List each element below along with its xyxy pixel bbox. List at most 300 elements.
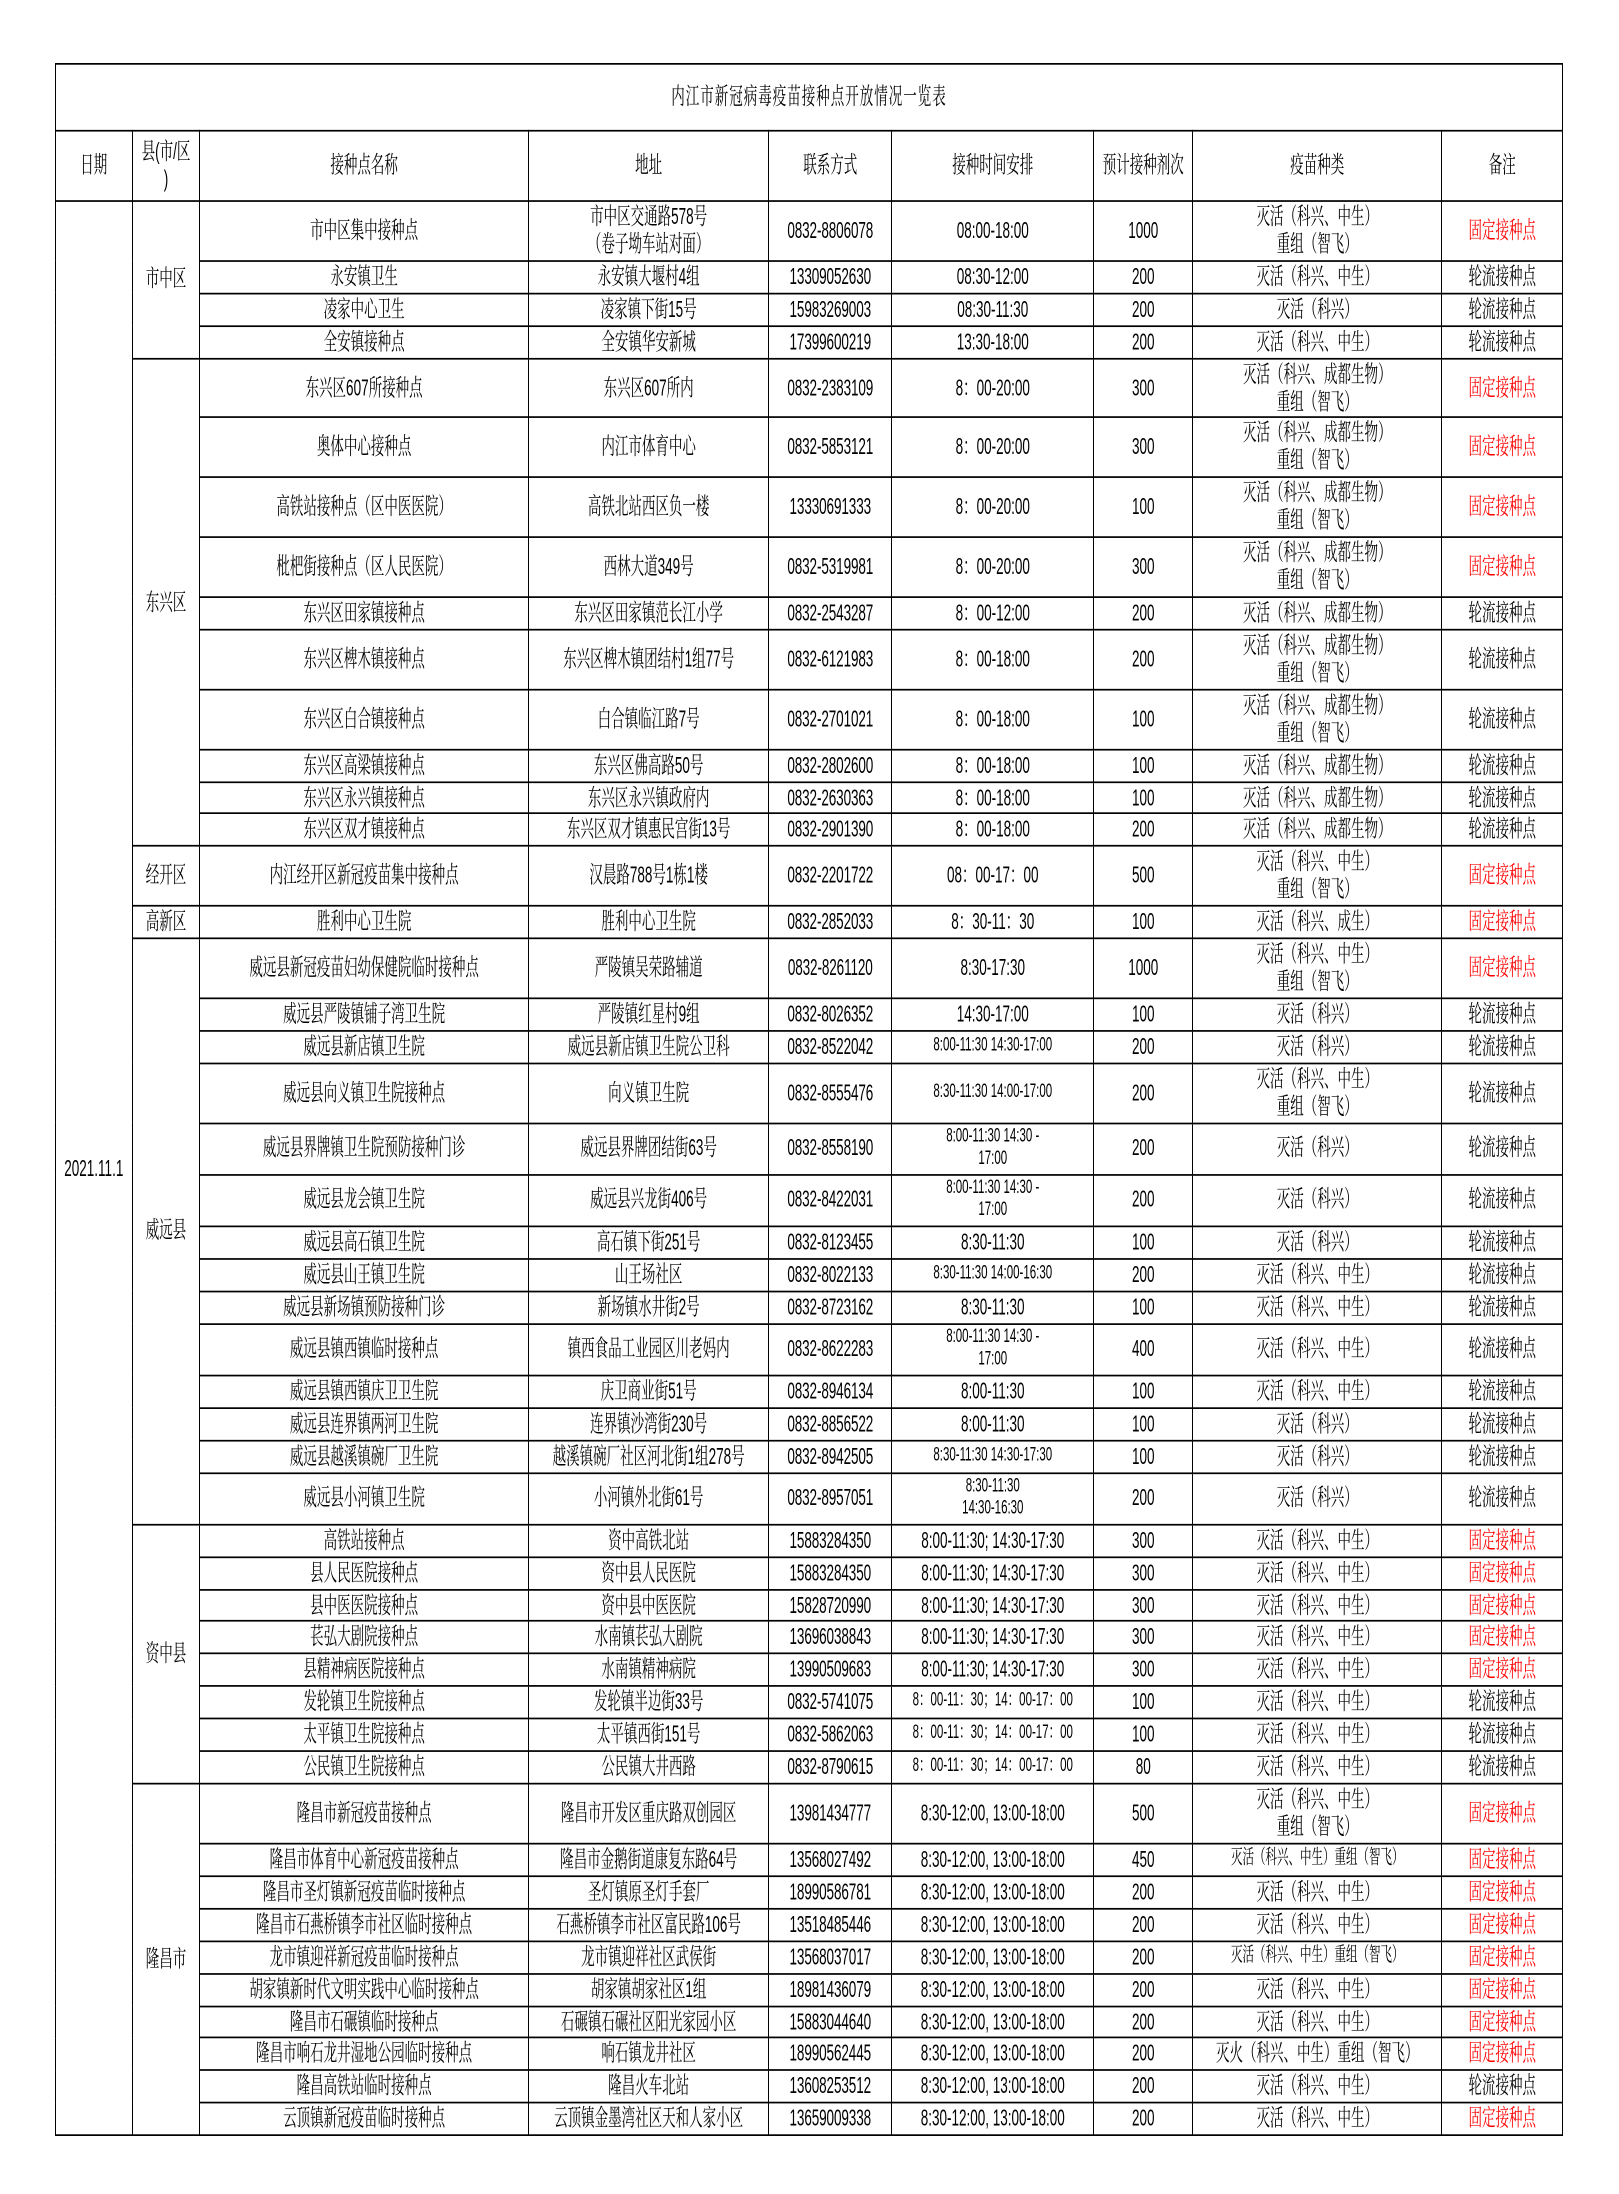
table-row <box>56 1291 1563 1323</box>
phone-cell: 0832-5862063 <box>769 1719 892 1751</box>
time-cell: 8:00-11:30; 14:30-17:30 <box>892 1654 1094 1686</box>
vaccination-sites-table <box>55 63 1563 2136</box>
dose-cell: 300 <box>1094 1524 1192 1556</box>
vaccine-type-cell: 灭活（科兴） <box>1192 1175 1442 1227</box>
table-row <box>56 1473 1563 1525</box>
phone-cell: 0832-2201722 <box>769 846 892 906</box>
county-cell: 资中县 <box>132 1524 200 1784</box>
dose-cell: 200 <box>1094 1031 1192 1063</box>
address-cell: 隆昌市开发区重庆路双创园区 <box>528 1784 769 1844</box>
address-cell: 庆卫商业街51号 <box>528 1375 769 1407</box>
phone-cell: 0832-8806078 <box>769 201 892 261</box>
time-cell: 8:00-11:30; 14:30-17:30 <box>892 1589 1094 1621</box>
vaccine-type-cell: 灭活（科兴、中生） 重组（智飞） <box>1192 939 1442 999</box>
note-badge: 固定接种点 <box>1442 1654 1563 1686</box>
note-badge: 轮流接种点 <box>1442 1259 1563 1291</box>
time-cell: 08:00-18:00 <box>892 201 1094 261</box>
vaccine-type-cell: 灭活（科兴、成生） <box>1192 906 1442 938</box>
site-name-cell: 市中区集中接种点 <box>200 201 528 261</box>
dose-cell: 100 <box>1094 1686 1192 1718</box>
time-cell: 8：00-18:00 <box>892 749 1094 781</box>
note-badge: 固定接种点 <box>1442 201 1563 261</box>
table-row <box>56 1524 1563 1556</box>
note-badge: 轮流接种点 <box>1442 630 1563 690</box>
table-row <box>56 749 1563 781</box>
time-cell: 8:30-11:30 14:30-17:30 <box>892 1440 1094 1472</box>
dose-cell: 100 <box>1094 1440 1192 1472</box>
note-badge: 轮流接种点 <box>1442 1123 1563 1175</box>
address-cell: 水南镇苌弘大剧院 <box>528 1622 769 1654</box>
dose-cell: 100 <box>1094 781 1192 813</box>
table-row <box>56 1941 1563 1973</box>
vaccine-type-cell: 灭活（科兴、中生） <box>1192 326 1442 358</box>
site-name-cell: 威远县高石镇卫生院 <box>200 1226 528 1258</box>
site-name-cell: 隆昌市新冠疫苗接种点 <box>200 1784 528 1844</box>
table-row <box>56 326 1563 358</box>
vaccine-type-cell: 灭活（科兴、中生）重组（智飞） <box>1192 1941 1442 1973</box>
site-name-cell: 县人民医院接种点 <box>200 1557 528 1589</box>
phone-cell: 0832-8522042 <box>769 1031 892 1063</box>
phone-cell: 13568027492 <box>769 1843 892 1875</box>
dose-cell: 200 <box>1094 630 1192 690</box>
phone-cell: 0832-8555476 <box>769 1063 892 1123</box>
vaccine-type-cell: 灭活（科兴） <box>1192 1408 1442 1440</box>
table-row <box>56 1751 1563 1783</box>
address-cell: 龙市镇迎祥社区武侯街 <box>528 1941 769 1973</box>
note-badge: 轮流接种点 <box>1442 326 1563 358</box>
note-badge: 固定接种点 <box>1442 1908 1563 1940</box>
time-cell: 8:30-11:30 <box>892 1291 1094 1323</box>
vaccine-type-cell: 灭活（科兴） <box>1192 1031 1442 1063</box>
vaccine-type-cell: 灭活（科兴、中生） <box>1192 1908 1442 1940</box>
vaccine-type-cell: 灭活（科兴、成都生物） <box>1192 781 1442 813</box>
site-name-cell: 威远县越溪镇碗厂卫生院 <box>200 1440 528 1472</box>
note-badge: 固定接种点 <box>1442 418 1563 478</box>
time-cell: 8：00-18:00 <box>892 781 1094 813</box>
time-cell: 8:00-11:30 <box>892 1408 1094 1440</box>
page-title: 内江市新冠病毒疫苗接种点开放情况一览表 <box>56 64 1563 131</box>
dose-cell: 200 <box>1094 1063 1192 1123</box>
vaccine-type-cell: 灭活（科兴、成都生物） <box>1192 814 1442 846</box>
time-cell: 8:00-11:30 <box>892 1375 1094 1407</box>
dose-cell: 200 <box>1094 2006 1192 2038</box>
time-cell: 13:30-18:00 <box>892 326 1094 358</box>
dose-cell: 200 <box>1094 814 1192 846</box>
column-header-county: 县(市/区 ) <box>132 131 200 201</box>
address-cell: 白合镇临江路7号 <box>528 689 769 749</box>
note-badge: 固定接种点 <box>1442 2006 1563 2038</box>
site-name-cell: 威远县新店镇卫生院 <box>200 1031 528 1063</box>
dose-cell: 100 <box>1094 1375 1192 1407</box>
note-badge: 轮流接种点 <box>1442 1408 1563 1440</box>
note-badge: 轮流接种点 <box>1442 597 1563 629</box>
table-row <box>56 906 1563 938</box>
site-name-cell: 隆昌市响石龙井湿地公园临时接种点 <box>200 2038 528 2070</box>
vaccine-type-cell: 灭活（科兴、中生） <box>1192 1751 1442 1783</box>
county-cell: 经开区 <box>132 846 200 906</box>
note-badge: 固定接种点 <box>1442 1876 1563 1908</box>
phone-cell: 13696038843 <box>769 1622 892 1654</box>
phone-cell: 0832-5741075 <box>769 1686 892 1718</box>
dose-cell: 200 <box>1094 2103 1192 2135</box>
column-header-time: 接种时间安排 <box>892 131 1094 201</box>
table-row <box>56 1226 1563 1258</box>
vaccine-type-cell: 灭活（科兴） <box>1192 998 1442 1030</box>
time-cell: 8:30-12:00, 13:00-18:00 <box>892 2071 1094 2103</box>
vaccine-type-cell: 灭活（科兴） <box>1192 1473 1442 1525</box>
note-badge: 固定接种点 <box>1442 1622 1563 1654</box>
dose-cell: 200 <box>1094 1175 1192 1227</box>
vaccine-type-cell: 灭活（科兴、中生） <box>1192 1557 1442 1589</box>
phone-cell: 0832-2802600 <box>769 749 892 781</box>
note-badge: 固定接种点 <box>1442 2103 1563 2135</box>
time-cell: 8：00-11：30；14：00-17：00 <box>892 1719 1094 1751</box>
table-row <box>56 1324 1563 1376</box>
vaccine-type-cell: 灭活（科兴） <box>1192 1123 1442 1175</box>
phone-cell: 0832-2383109 <box>769 358 892 418</box>
time-cell: 8：00-18:00 <box>892 689 1094 749</box>
phone-cell: 0832-8026352 <box>769 998 892 1030</box>
vaccine-type-cell: 灭活（科兴、中生）重组（智飞） <box>1192 1843 1442 1875</box>
table-row <box>56 1557 1563 1589</box>
table-row <box>56 1686 1563 1718</box>
dose-cell: 1000 <box>1094 939 1192 999</box>
table-header-row <box>56 131 1563 201</box>
address-cell: 永安镇大堰村4组 <box>528 261 769 293</box>
table-row <box>56 1719 1563 1751</box>
site-name-cell: 威远县严陵镇铺子湾卫生院 <box>200 998 528 1030</box>
time-cell: 8:30-12:00, 13:00-18:00 <box>892 1843 1094 1875</box>
site-name-cell: 威远县山王镇卫生院 <box>200 1259 528 1291</box>
column-header-phone: 联系方式 <box>769 131 892 201</box>
site-name-cell: 东兴区椑木镇接种点 <box>200 630 528 690</box>
address-cell: 资中高铁北站 <box>528 1524 769 1556</box>
note-badge: 轮流接种点 <box>1442 1291 1563 1323</box>
address-cell: 向义镇卫生院 <box>528 1063 769 1123</box>
dose-cell: 1000 <box>1094 201 1192 261</box>
phone-cell: 0832-8622283 <box>769 1324 892 1376</box>
site-name-cell: 威远县镇西镇庆卫卫生院 <box>200 1375 528 1407</box>
phone-cell: 0832-2543287 <box>769 597 892 629</box>
table-row <box>56 293 1563 325</box>
time-cell: 8:30-12:00, 13:00-18:00 <box>892 1941 1094 1973</box>
dose-cell: 200 <box>1094 2038 1192 2070</box>
vaccine-type-cell: 灭活（科兴、中生） <box>1192 1654 1442 1686</box>
dose-cell: 300 <box>1094 418 1192 478</box>
table-row <box>56 537 1563 597</box>
time-cell: 8：00-18:00 <box>892 814 1094 846</box>
phone-cell: 18990562445 <box>769 2038 892 2070</box>
address-cell: 威远县界牌团结街63号 <box>528 1123 769 1175</box>
time-cell: 8:30-12:00, 13:00-18:00 <box>892 2038 1094 2070</box>
address-cell: 严陵镇吴荣路辅道 <box>528 939 769 999</box>
time-cell: 8:30-12:00, 13:00-18:00 <box>892 1973 1094 2005</box>
vaccine-type-cell: 灭活（科兴） <box>1192 1226 1442 1258</box>
table-row <box>56 1908 1563 1940</box>
phone-cell: 13330691333 <box>769 478 892 538</box>
note-badge: 轮流接种点 <box>1442 814 1563 846</box>
dose-cell: 300 <box>1094 1557 1192 1589</box>
dose-cell: 200 <box>1094 293 1192 325</box>
address-cell: 公民镇大井西路 <box>528 1751 769 1783</box>
dose-cell: 300 <box>1094 537 1192 597</box>
address-cell: 隆昌市金鹅街道康复东路64号 <box>528 1843 769 1875</box>
phone-cell: 13990509683 <box>769 1654 892 1686</box>
address-cell: 水南镇精神病院 <box>528 1654 769 1686</box>
vaccine-type-cell: 灭活（科兴、中生） <box>1192 1324 1442 1376</box>
address-cell: 资中县中医医院 <box>528 1589 769 1621</box>
dose-cell: 500 <box>1094 1784 1192 1844</box>
table-title-row <box>56 64 1563 131</box>
site-name-cell: 龙市镇迎祥新冠疫苗临时接种点 <box>200 1941 528 1973</box>
site-name-cell: 全安镇接种点 <box>200 326 528 358</box>
note-badge: 轮流接种点 <box>1442 1473 1563 1525</box>
phone-cell: 13981434777 <box>769 1784 892 1844</box>
dose-cell: 100 <box>1094 1291 1192 1323</box>
note-badge: 固定接种点 <box>1442 478 1563 538</box>
site-name-cell: 隆昌高铁站临时接种点 <box>200 2071 528 2103</box>
site-name-cell: 高铁站接种点（区中医医院） <box>200 478 528 538</box>
site-name-cell: 内江经开区新冠疫苗集中接种点 <box>200 846 528 906</box>
table-row <box>56 1408 1563 1440</box>
site-name-cell: 东兴区607所接种点 <box>200 358 528 418</box>
site-name-cell: 云顶镇新冠疫苗临时接种点 <box>200 2103 528 2135</box>
note-badge: 固定接种点 <box>1442 1784 1563 1844</box>
time-cell: 8:00-11:30 14:30 - 17:00 <box>892 1123 1094 1175</box>
site-name-cell: 隆昌市石燕桥镇李市社区临时接种点 <box>200 1908 528 1940</box>
time-cell: 8:00-11:30 14:30-17:00 <box>892 1031 1094 1063</box>
column-header-note: 备注 <box>1442 131 1563 201</box>
note-badge: 轮流接种点 <box>1442 1226 1563 1258</box>
phone-cell: 0832-8022133 <box>769 1259 892 1291</box>
time-cell: 8：00-11：30；14：00-17：00 <box>892 1686 1094 1718</box>
phone-cell: 18981436079 <box>769 1973 892 2005</box>
time-cell: 14:30-17:00 <box>892 998 1094 1030</box>
table-row <box>56 846 1563 906</box>
table-row <box>56 1654 1563 1686</box>
phone-cell: 13518485446 <box>769 1908 892 1940</box>
table-row <box>56 814 1563 846</box>
note-badge: 轮流接种点 <box>1442 689 1563 749</box>
time-cell: 8：00-20:00 <box>892 537 1094 597</box>
table-row <box>56 478 1563 538</box>
table-row <box>56 939 1563 999</box>
table-row <box>56 1440 1563 1472</box>
phone-cell: 0832-8123455 <box>769 1226 892 1258</box>
table-row <box>56 418 1563 478</box>
site-name-cell: 东兴区田家镇接种点 <box>200 597 528 629</box>
time-cell: 8：00-20:00 <box>892 478 1094 538</box>
phone-cell: 0832-2701021 <box>769 689 892 749</box>
vaccine-type-cell: 灭活（科兴、中生） <box>1192 1291 1442 1323</box>
address-cell: 山王场社区 <box>528 1259 769 1291</box>
address-cell: 胜利中心卫生院 <box>528 906 769 938</box>
vaccine-type-cell: 灭活（科兴、成都生物） <box>1192 749 1442 781</box>
vaccine-type-cell: 灭活（科兴、中生） <box>1192 1622 1442 1654</box>
vaccine-type-cell: 灭活（科兴、中生） <box>1192 1719 1442 1751</box>
vaccine-type-cell: 灭活（科兴、中生） 重组（智飞） <box>1192 1063 1442 1123</box>
table-row <box>56 597 1563 629</box>
address-cell: 市中区交通路578号 （卷子坳车站对面） <box>528 201 769 261</box>
time-cell: 8:30-11:30 <box>892 1226 1094 1258</box>
time-cell: 8:30-12:00, 13:00-18:00 <box>892 1908 1094 1940</box>
phone-cell: 13608253512 <box>769 2071 892 2103</box>
table-row <box>56 2006 1563 2038</box>
dose-cell: 200 <box>1094 597 1192 629</box>
site-name-cell: 威远县向义镇卫生院接种点 <box>200 1063 528 1123</box>
address-cell: 东兴区椑木镇团结村1组77号 <box>528 630 769 690</box>
phone-cell: 17399600219 <box>769 326 892 358</box>
phone-cell: 0832-8422031 <box>769 1175 892 1227</box>
address-cell: 威远县新店镇卫生院公卫科 <box>528 1031 769 1063</box>
phone-cell: 0832-2901390 <box>769 814 892 846</box>
site-name-cell: 发轮镇卫生院接种点 <box>200 1686 528 1718</box>
note-badge: 固定接种点 <box>1442 1941 1563 1973</box>
address-cell: 威远县兴龙街406号 <box>528 1175 769 1227</box>
phone-cell: 18990586781 <box>769 1876 892 1908</box>
county-cell: 高新区 <box>132 906 200 938</box>
address-cell: 汉晨路788号1栋1楼 <box>528 846 769 906</box>
site-name-cell: 奥体中心接种点 <box>200 418 528 478</box>
address-cell: 圣灯镇原圣灯手套厂 <box>528 1876 769 1908</box>
site-name-cell: 隆昌市石碾镇临时接种点 <box>200 2006 528 2038</box>
time-cell: 8:30-11:30 14:00-17:00 <box>892 1063 1094 1123</box>
address-cell: 发轮镇半边街33号 <box>528 1686 769 1718</box>
vaccine-type-cell: 灭活（科兴、中生） <box>1192 2103 1442 2135</box>
note-badge: 轮流接种点 <box>1442 998 1563 1030</box>
table-row <box>56 2038 1563 2070</box>
table-row <box>56 998 1563 1030</box>
phone-cell: 0832-8558190 <box>769 1123 892 1175</box>
site-name-cell: 县精神病医院接种点 <box>200 1654 528 1686</box>
county-cell: 东兴区 <box>132 358 200 846</box>
time-cell: 8:30-12:00, 13:00-18:00 <box>892 2103 1094 2135</box>
table-row <box>56 1784 1563 1844</box>
site-name-cell: 枇杷街接种点（区人民医院） <box>200 537 528 597</box>
vaccine-type-cell: 灭活（科兴、中生） 重组（智飞） <box>1192 201 1442 261</box>
table-row <box>56 1843 1563 1875</box>
note-badge: 轮流接种点 <box>1442 749 1563 781</box>
vaccine-type-cell: 灭活（科兴、中生） <box>1192 1259 1442 1291</box>
note-badge: 固定接种点 <box>1442 846 1563 906</box>
table-row <box>56 1622 1563 1654</box>
table-row <box>56 201 1563 261</box>
vaccine-type-cell: 灭活（科兴、中生） <box>1192 1973 1442 2005</box>
phone-cell: 0832-2852033 <box>769 906 892 938</box>
dose-cell: 300 <box>1094 1654 1192 1686</box>
note-badge: 轮流接种点 <box>1442 1375 1563 1407</box>
dose-cell: 80 <box>1094 1751 1192 1783</box>
vaccine-type-cell: 灭活（科兴、成都生物） 重组（智飞） <box>1192 418 1442 478</box>
site-name-cell: 东兴区永兴镇接种点 <box>200 781 528 813</box>
address-cell: 凌家镇下街15号 <box>528 293 769 325</box>
phone-cell: 0832-5319981 <box>769 537 892 597</box>
address-cell: 响石镇龙井社区 <box>528 2038 769 2070</box>
dose-cell: 100 <box>1094 998 1192 1030</box>
site-name-cell: 威远县小河镇卫生院 <box>200 1473 528 1525</box>
address-cell: 小河镇外北街61号 <box>528 1473 769 1525</box>
address-cell: 东兴区永兴镇政府内 <box>528 781 769 813</box>
note-badge: 轮流接种点 <box>1442 2071 1563 2103</box>
site-name-cell: 威远县连界镇两河卫生院 <box>200 1408 528 1440</box>
vaccine-type-cell: 灭活（科兴、成都生物） 重组（智飞） <box>1192 689 1442 749</box>
phone-cell: 0832-6121983 <box>769 630 892 690</box>
phone-cell: 0832-2630363 <box>769 781 892 813</box>
dose-cell: 400 <box>1094 1324 1192 1376</box>
dose-cell: 300 <box>1094 1589 1192 1621</box>
phone-cell: 0832-8946134 <box>769 1375 892 1407</box>
column-header-date: 日期 <box>56 131 133 201</box>
time-cell: 08:30-11:30 <box>892 293 1094 325</box>
table-row <box>56 781 1563 813</box>
address-cell: 胡家镇胡家社区1组 <box>528 1973 769 2005</box>
phone-cell: 0832-8790615 <box>769 1751 892 1783</box>
site-name-cell: 高铁站接种点 <box>200 1524 528 1556</box>
address-cell: 东兴区田家镇范长江小学 <box>528 597 769 629</box>
site-name-cell: 隆昌市圣灯镇新冠疫苗临时接种点 <box>200 1876 528 1908</box>
time-cell: 8:00-11:30; 14:30-17:30 <box>892 1557 1094 1589</box>
table-row <box>56 1259 1563 1291</box>
time-cell: 8：00-18:00 <box>892 630 1094 690</box>
note-badge: 固定接种点 <box>1442 939 1563 999</box>
table-row <box>56 2071 1563 2103</box>
vaccine-type-cell: 灭活（科兴、中生） <box>1192 1686 1442 1718</box>
vaccine-type-cell: 灭活（科兴、中生） <box>1192 1524 1442 1556</box>
vaccine-type-cell: 灭活（科兴、成都生物） 重组（智飞） <box>1192 630 1442 690</box>
site-name-cell: 威远县镇西镇临时接种点 <box>200 1324 528 1376</box>
time-cell: 08:30-12:00 <box>892 261 1094 293</box>
note-badge: 轮流接种点 <box>1442 1031 1563 1063</box>
county-cell: 市中区 <box>132 201 200 358</box>
address-cell: 内江市体育中心 <box>528 418 769 478</box>
vaccination-sheet <box>55 63 1563 2132</box>
note-badge: 轮流接种点 <box>1442 1686 1563 1718</box>
vaccine-type-cell: 灭活（科兴、中生） 重组（智飞） <box>1192 1784 1442 1844</box>
note-badge: 固定接种点 <box>1442 358 1563 418</box>
note-badge: 轮流接种点 <box>1442 1063 1563 1123</box>
address-cell: 资中县人民医院 <box>528 1557 769 1589</box>
phone-cell: 15983269003 <box>769 293 892 325</box>
phone-cell: 15883284350 <box>769 1557 892 1589</box>
site-name-cell: 凌家中心卫生 <box>200 293 528 325</box>
note-badge: 轮流接种点 <box>1442 781 1563 813</box>
phone-cell: 13309052630 <box>769 261 892 293</box>
vaccine-type-cell: 灭活（科兴、成都生物） 重组（智飞） <box>1192 537 1442 597</box>
site-name-cell: 威远县新冠疫苗妇幼保健院临时接种点 <box>200 939 528 999</box>
note-badge: 固定接种点 <box>1442 1557 1563 1589</box>
site-name-cell: 隆昌市体育中心新冠疫苗接种点 <box>200 1843 528 1875</box>
time-cell: 8:30-11:30 14:00-16:30 <box>892 1259 1094 1291</box>
site-name-cell: 县中医医院接种点 <box>200 1589 528 1621</box>
vaccine-type-cell: 灭活（科兴、中生） <box>1192 261 1442 293</box>
phone-cell: 0832-8942505 <box>769 1440 892 1472</box>
dose-cell: 100 <box>1094 906 1192 938</box>
note-badge: 轮流接种点 <box>1442 1175 1563 1227</box>
table-row <box>56 358 1563 418</box>
address-cell: 严陵镇红星村9组 <box>528 998 769 1030</box>
table-row <box>56 261 1563 293</box>
dose-cell: 200 <box>1094 1123 1192 1175</box>
phone-cell: 0832-8957051 <box>769 1473 892 1525</box>
time-cell: 8：00-20:00 <box>892 358 1094 418</box>
vaccine-type-cell: 灭火（科兴、中生）重组（智飞） <box>1192 2038 1442 2070</box>
note-badge: 轮流接种点 <box>1442 1324 1563 1376</box>
time-cell: 8：30-11：30 <box>892 906 1094 938</box>
dose-cell: 100 <box>1094 1719 1192 1751</box>
address-cell: 云顶镇金墨湾社区天和人家小区 <box>528 2103 769 2135</box>
table-row <box>56 1123 1563 1175</box>
table-row <box>56 2103 1563 2135</box>
